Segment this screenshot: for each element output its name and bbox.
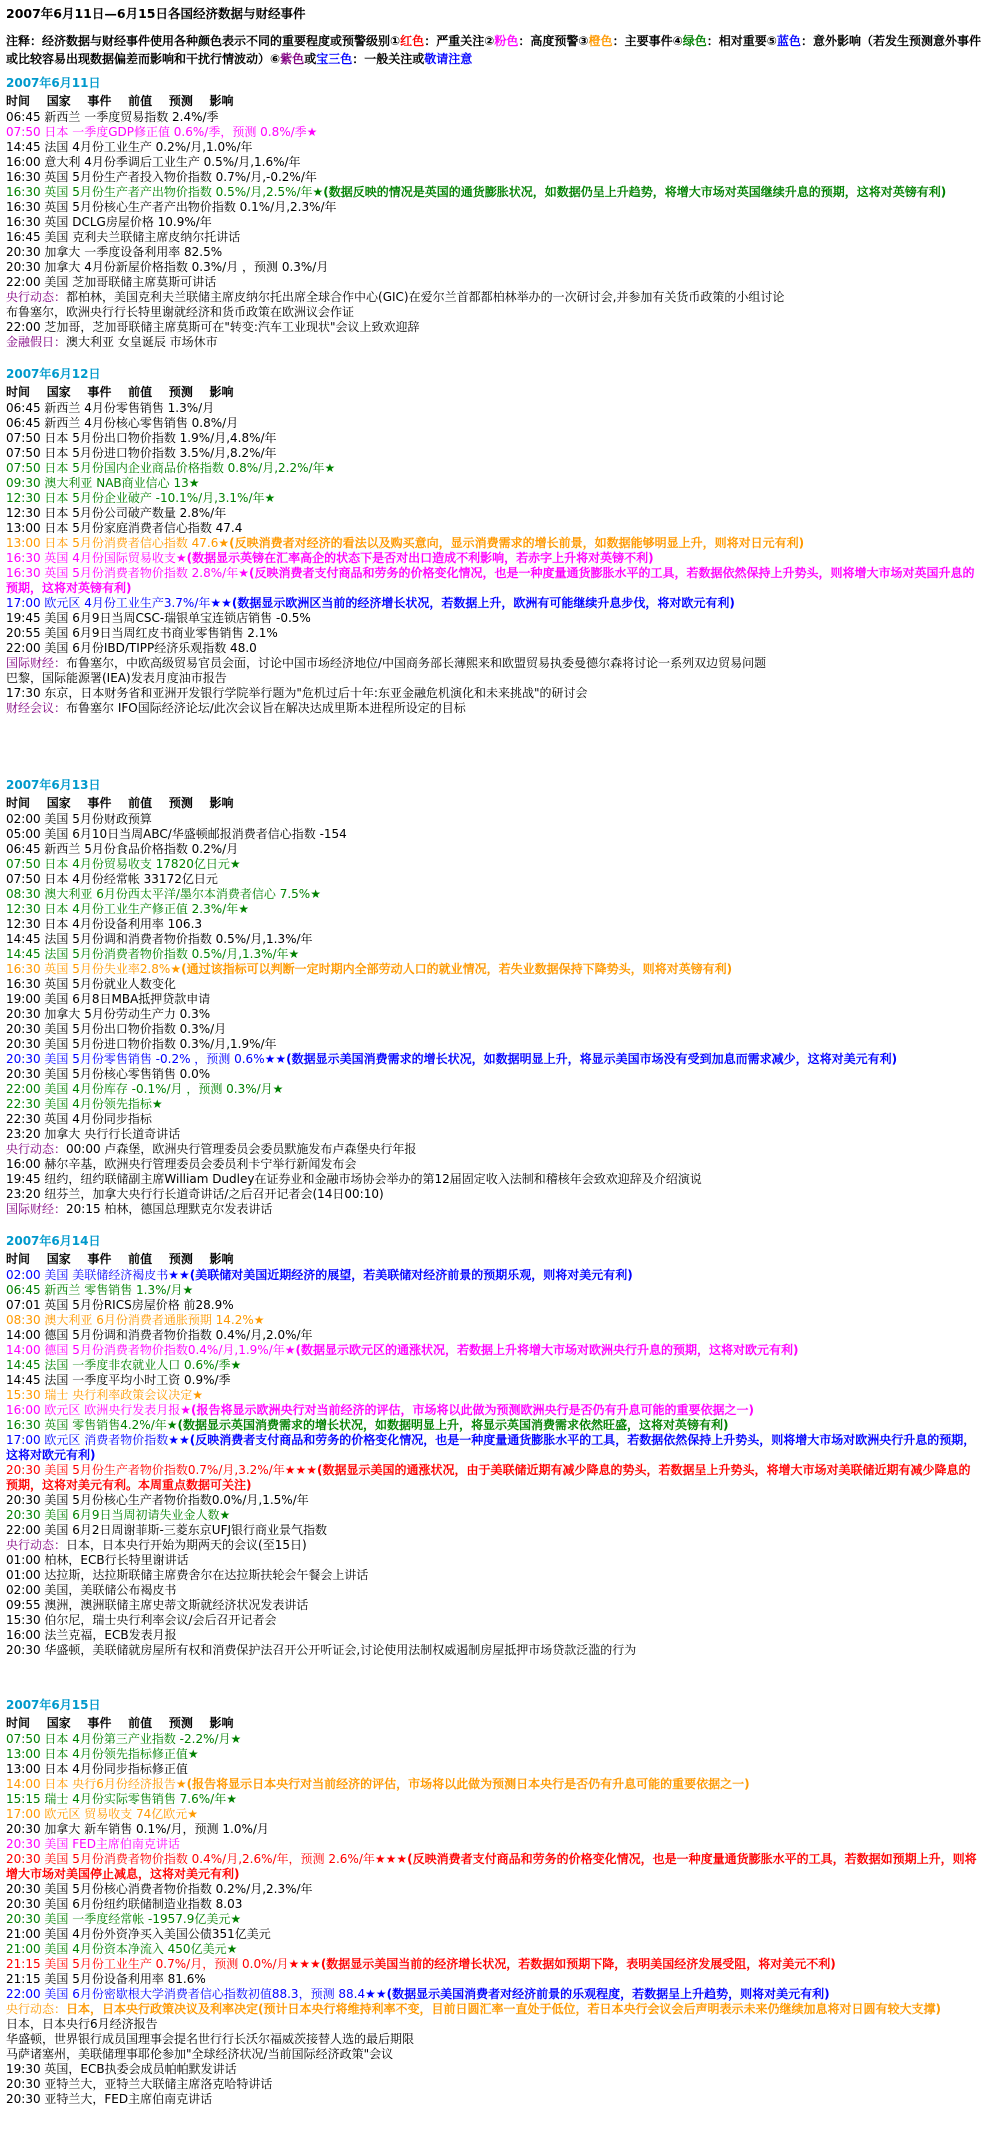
event-row: 01:00 柏林，ECB行长特里谢讲话 bbox=[6, 1553, 189, 1567]
event-row: 02:00 美国，美联储公布褐皮书 bbox=[6, 1583, 177, 1597]
event-row: 15:15 瑞士 4月份实际零售销售 7.6%/年★ bbox=[6, 1792, 237, 1806]
event-row: 07:50 日本 5月份进口物价指数 3.5%/月,8.2%/年 bbox=[6, 446, 277, 460]
row-text: 00:00 卢森堡，欧洲央行管理委员会委员默施发布卢森堡央行年报 bbox=[66, 1142, 417, 1156]
row-prefix: 央行动态： bbox=[6, 290, 67, 304]
note-segment: ：主要事件④ bbox=[612, 34, 683, 48]
row-prefix: 金融假日： bbox=[6, 335, 67, 349]
row-text: 布鲁塞尔 IFO国际经济论坛/此次会议旨在解决达成里斯本进程所设定的目标 bbox=[66, 701, 466, 715]
event-row: 20:30 华盛顿，美联储就房屋所有权和消费保护法召开公开听证会,讨论使用法制权威遏制房屋抵押市场贷款泛滥的行为 bbox=[6, 1643, 637, 1657]
day-list bbox=[6, 74, 981, 2107]
event-row: 01:00 达拉斯，达拉斯联储主席费舍尔在达拉斯扶轮会午餐会上讲话 bbox=[6, 1568, 369, 1582]
event-row: 12:30 日本 5月份公司破产数量 2.8%/年 bbox=[6, 506, 227, 520]
event-row: 14:45 法国 一季度非农就业人口 0.6%/季★ bbox=[6, 1358, 242, 1372]
event-row: 21:00 美国 4月份外资净买入美国公债351亿美元 bbox=[6, 1927, 271, 1941]
row-commentary: (数据反映的情况是英国的通货膨胀状况，如数据仍呈上升趋势，将增大市场对英国继续升息的预期，这将对英镑有利) bbox=[323, 185, 947, 199]
event-row: 20:30 加拿大 4月份新屋价格指数 0.3%/月 ，预测 0.3%/月 bbox=[6, 260, 329, 274]
event-row: 05:00 美国 6月10日当周ABC/华盛顿邮报消费者信心指数 -154 bbox=[6, 827, 347, 841]
event-row: 07:01 英国 5月份RICS房屋价格 前28.9% bbox=[6, 1298, 234, 1312]
event-row bbox=[6, 536, 981, 551]
event-row bbox=[6, 1433, 981, 1463]
row-prefix: 国际财经： bbox=[6, 656, 67, 670]
event-row: 16:30 英国 5月份核心生产者产出物价指数 0.1%/月,2.3%/年 bbox=[6, 200, 337, 214]
event-row: 08:30 澳大利亚 6月份西太平洋/墨尔本消费者信心 7.5%★ bbox=[6, 887, 321, 901]
note-segment: 宝三色 bbox=[316, 52, 353, 66]
event-row bbox=[6, 596, 981, 611]
note-segment: ：意外影响（若发生预测意外事件或比较容易出现数据偏差而影响和干扰行情波动）⑥ bbox=[6, 34, 981, 66]
column-header: 时间 国家 事件 前值 预测 影响 bbox=[6, 385, 234, 399]
event-row: 06:45 新西兰 5月份食品价格指数 0.2%/月 bbox=[6, 842, 239, 856]
event-row: 20:30 加拿大 一季度设备利用率 82.5% bbox=[6, 245, 223, 259]
row-text: 20:30 美国 5月份零售销售 -0.2% ，预测 0.6%★★ bbox=[6, 1052, 287, 1066]
row-text: 16:00 欧元区 欧洲央行发表月报★ bbox=[6, 1403, 191, 1417]
row-text: 16:30 英国 零售销售4.2%/年★ bbox=[6, 1418, 178, 1432]
event-row: 19:00 美国 6月8日MBA抵押贷款申请 bbox=[6, 992, 211, 1006]
event-row: 06:45 新西兰 4月份零售销售 1.3%/月 bbox=[6, 401, 215, 415]
event-row bbox=[6, 290, 981, 305]
event-row: 14:45 法国 5月份调和消费者物价指数 0.5%/月,1.3%/年 bbox=[6, 932, 313, 946]
event-row: 16:00 意大利 4月份季调后工业生产 0.5%/月,1.6%/年 bbox=[6, 155, 301, 169]
event-row: 20:30 美国 5月份核心零售销售 0.0% bbox=[6, 1067, 211, 1081]
page-title: 2007年6月11日—6月15日各国经济数据与财经事件 bbox=[6, 6, 306, 21]
row-commentary: (反映消费者支付商品和劳务的价格变化情况，也是一种度量通货膨胀水平的工具，若数据依然保持上升势头，则将增大市场对英国升息的预期，这将对英镑有利) bbox=[6, 566, 975, 595]
row-text: 20:30 美国 5月份消费者物价指数 0.4%/月,2.6%/年，预测 2.6%/年★★★ bbox=[6, 1852, 408, 1866]
event-row bbox=[6, 1403, 981, 1418]
event-row: 16:45 美国 克利夫兰联储主席皮纳尔托讲话 bbox=[6, 230, 241, 244]
day-section bbox=[6, 1232, 981, 1658]
note-segment: 橙色 bbox=[588, 34, 613, 48]
row-commentary: (数据显示欧洲区当前的经济增长状况，若数据上升，欧洲有可能继续升息步伐，将对欧元有利) bbox=[231, 596, 735, 610]
day-date: 2007年6月15日 bbox=[6, 1698, 101, 1712]
event-row: 22:00 美国 芝加哥联储主席莫斯可讲话 bbox=[6, 275, 217, 289]
event-row bbox=[6, 566, 981, 596]
day-section bbox=[6, 776, 981, 1217]
note-segment: ：相对重要⑤ bbox=[706, 34, 777, 48]
row-text: 20:15 柏林，德国总理默克尔发表讲话 bbox=[66, 1202, 273, 1216]
row-commentary: (反映消费者支付商品和劳务的价格变化情况，也是一种度量通货膨胀水平的工具，若数据如预期上升，则将增大市场对美国停止减息，这将对美元有利) bbox=[6, 1852, 977, 1881]
row-prefix: 央行动态： bbox=[6, 1538, 67, 1552]
event-row: 19:30 英国，ECB执委会成员帕帕默发讲话 bbox=[6, 2062, 237, 2076]
row-text: 22:00 美国 6月份密歇根大学消费者信心指数初值88.3，预测 88.4★★ bbox=[6, 1987, 387, 2001]
event-row: 19:45 美国 6月9日当周CSC-瑞银单宝连锁店销售 -0.5% bbox=[6, 611, 311, 625]
row-commentary: (数据显示英国消费需求的增长状况，如数据明显上升，将显示英国消费需求依然旺盛，这将对英镑有利) bbox=[177, 1418, 729, 1432]
event-row: 20:30 美国 5月份出口物价指数 0.3%/月 bbox=[6, 1022, 227, 1036]
event-row: 15:30 瑞士 央行利率政策会议决定★ bbox=[6, 1388, 203, 1402]
column-header: 时间 国家 事件 前值 预测 影响 bbox=[6, 796, 234, 810]
row-text: 14:00 日本 央行6月份经济报告★ bbox=[6, 1777, 187, 1791]
row-text: 日本，日本央行政策决议及利率决定(预计日本央行将维持利率不变，目前日圆汇率一直处于低位，若日本央行会议会后声明表示未来仍继续加息将对日圆有较大支撑) bbox=[66, 2002, 941, 2016]
event-row: 23:20 纽芬兰，加拿大央行行长道奇讲话/之后召开记者会(14日00:10) bbox=[6, 1187, 384, 1201]
event-row: 16:30 英国 5月份生产者投入物价指数 0.7%/月,-0.2%/年 bbox=[6, 170, 317, 184]
event-row: 17:30 东京，日本财务省和亚洲开发银行学院举行题为"危机过后十年:东亚金融危机演化和未来挑战"的研讨会 bbox=[6, 686, 588, 700]
row-text: 16:30 英国 5月份失业率2.8%★ bbox=[6, 962, 182, 976]
event-row bbox=[6, 1538, 981, 1553]
event-row: 20:30 美国 5月份核心消费者物价指数 0.2%/月,2.3%/年 bbox=[6, 1882, 313, 1896]
note-segment: 绿色 bbox=[682, 34, 707, 48]
row-text: 澳大利亚 女皇诞辰 市场休市 bbox=[66, 335, 218, 349]
row-text: 02:00 美国 美联储经济褐皮书★★ bbox=[6, 1268, 190, 1282]
row-prefix: 央行动态： bbox=[6, 2002, 67, 2016]
row-commentary: (通过该指标可以判断一定时期内全部劳动人口的就业情况，若失业数据保持下降势头，则将对英镑有利) bbox=[181, 962, 733, 976]
day-section bbox=[6, 1696, 981, 2107]
event-row: 21:15 美国 5月份设备利用率 81.6% bbox=[6, 1972, 206, 1986]
row-commentary: (报告将显示欧洲央行对当前经济的评估，市场将以此做为预测欧洲央行是否仍有升息可能的重要依据之一) bbox=[190, 1403, 754, 1417]
row-text: 16:30 英国 4月份国际贸易收支★ bbox=[6, 551, 187, 565]
event-row: 19:45 纽约，纽约联储副主席William Dudley在证券业和金融市场协会举办的第12届固定收入法制和稽核年会致欢迎辞及介绍演说 bbox=[6, 1172, 702, 1186]
event-row: 马萨诸塞州，美联储理事耶伦参加"全球经济状况/当前国际经济政策"会议 bbox=[6, 2047, 394, 2061]
event-row: 06:45 新西兰 4月份核心零售销售 0.8%/月 bbox=[6, 416, 239, 430]
event-row bbox=[6, 1987, 981, 2002]
section-spacer bbox=[6, 1658, 981, 1696]
event-row: 22:00 美国 6月份IBD/TIPP经济乐观指数 48.0 bbox=[6, 641, 257, 655]
row-text: 17:00 欧元区 消费者物价指数★★ bbox=[6, 1433, 190, 1447]
event-row: 22:00 美国 6月2日周谢菲斯-三菱东京UFJ银行商业景气指数 bbox=[6, 1523, 328, 1537]
event-row: 07:50 日本 4月份贸易收支 17820亿日元★ bbox=[6, 857, 241, 871]
event-row: 20:30 美国 FED主席伯南克讲话 bbox=[6, 1837, 180, 1851]
note-segment: ：严重关注② bbox=[424, 34, 495, 48]
note-segment: 紫色 bbox=[280, 52, 305, 66]
event-row: 16:00 赫尔辛基，欧洲央行管理委员会委员利卡宁举行新闻发布会 bbox=[6, 1157, 357, 1171]
day-date: 2007年6月12日 bbox=[6, 367, 101, 381]
event-row bbox=[6, 1052, 981, 1067]
event-row: 巴黎，国际能源署(IEA)发表月度油市报告 bbox=[6, 671, 227, 685]
event-row: 20:30 美国 6月9日当周初请失业金人数★ bbox=[6, 1508, 231, 1522]
event-row: 23:20 加拿大 央行行长道奇讲话 bbox=[6, 1127, 181, 1141]
event-row: 22:30 英国 4月份同步指标 bbox=[6, 1112, 152, 1126]
row-commentary: (数据显示美国当前的经济增长状况，若数据如预期下降，表明美国经济发展受阻，将对美元不利) bbox=[320, 1957, 836, 1971]
row-commentary: (美联储对美国近期经济的展望，若美联储对经济前景的预期乐观，则将对美元有利) bbox=[189, 1268, 633, 1282]
row-commentary: (数据显示美国消费者对经济前景的乐观程度，若数据呈上升趋势，则将对美元有利) bbox=[386, 1987, 830, 2001]
event-row: 22:00 美国 4月份库存 -0.1%/月 ，预测 0.3%/月★ bbox=[6, 1082, 284, 1096]
note-segment: 红色 bbox=[400, 34, 425, 48]
row-text: 13:00 日本 5月份消费者信心指数 47.6★ bbox=[6, 536, 230, 550]
note-segment: 敬请注意 bbox=[424, 52, 473, 66]
row-text: 20:30 美国 5月份生产者物价指数0.7%/月,3.2%/年★★★ bbox=[6, 1463, 317, 1477]
row-commentary: (反映消费者对经济的看法以及购买意向，显示消费需求的增长前景，如数据能够明显上升，则将对日元有利) bbox=[229, 536, 805, 550]
note-segment: 粉色 bbox=[494, 34, 519, 48]
event-row: 20:30 美国 5月份核心生产者物价指数0.0%/月,1.5%/年 bbox=[6, 1493, 309, 1507]
row-text: 16:30 英国 5月份消费者物价指数 2.8%/年★ bbox=[6, 566, 249, 580]
event-row: 09:30 澳大利亚 NAB商业信心 13★ bbox=[6, 476, 200, 490]
event-row: 21:00 美国 4月份资本净流入 450亿美元★ bbox=[6, 1942, 238, 1956]
event-row: 布鲁塞尔，欧洲央行行长特里谢就经济和货币政策在欧洲议会作证 bbox=[6, 305, 355, 319]
event-row: 20:30 亚特兰大，FED主席伯南克讲话 bbox=[6, 2092, 213, 2106]
event-row: 16:30 英国 5月份就业人数变化 bbox=[6, 977, 176, 991]
row-commentary: (报告将显示日本央行对当前经济的评估，市场将以此做为预测日本央行是否仍有升息可能的重要依据之一) bbox=[186, 1777, 750, 1791]
event-row bbox=[6, 1418, 981, 1433]
event-row: 07:50 日本 4月份第三产业指数 -2.2%/月★ bbox=[6, 1732, 242, 1746]
event-row: 06:45 新西兰 一季度贸易指数 2.4%/季 bbox=[6, 110, 219, 124]
row-text: 21:15 美国 5月份工业生产 0.7%/月，预测 0.0%/月★★★ bbox=[6, 1957, 321, 1971]
event-row bbox=[6, 335, 981, 350]
event-row: 09:55 澳洲，澳洲联储主席史蒂文斯就经济状况发表讲话 bbox=[6, 1598, 309, 1612]
event-row: 日本，日本央行6月经济报告 bbox=[6, 2017, 158, 2031]
row-commentary: (数据显示美国消费需求的增长状况，如数据明显上升，将显示美国市场没有受到加息而需求减少，这将对美元有利) bbox=[286, 1052, 898, 1066]
note-segment: 蓝色 bbox=[776, 34, 801, 48]
event-row: 12:30 日本 4月份工业生产修正值 2.3%/年★ bbox=[6, 902, 249, 916]
event-row bbox=[6, 1268, 981, 1283]
note-segment: 或 bbox=[304, 52, 317, 66]
event-row bbox=[6, 1343, 981, 1358]
note-segment: ：一般关注或 bbox=[352, 52, 425, 66]
event-row: 16:00 法兰克福，ECB发表月报 bbox=[6, 1628, 177, 1642]
note-segment: 注释：经济数据与财经事件使用各种颜色表示不同的重要程度或预警级别① bbox=[6, 34, 401, 48]
row-text: 都柏林，美国克利夫兰联储主席皮纳尔托出席全球合作中心(GIC)在爱尔兰首都都柏林举办的一次研讨会,并参加有关货币政策的小组讨论 bbox=[66, 290, 785, 304]
event-row: 20:30 亚特兰大，亚特兰大联储主席洛克哈特讲话 bbox=[6, 2077, 273, 2091]
event-row: 20:55 美国 6月9日当周红皮书商业零售销售 2.1% bbox=[6, 626, 278, 640]
event-row: 14:45 法国 5月份消费者物价指数 0.5%/月,1.3%/年★ bbox=[6, 947, 300, 961]
event-row: 07:50 日本 4月份经常帐 33172亿日元 bbox=[6, 872, 218, 886]
event-row: 13:00 日本 4月份同步指标修正值 bbox=[6, 1762, 188, 1776]
event-row bbox=[6, 701, 981, 716]
event-row: 08:30 澳大利亚 6月份消费者通胀预期 14.2%★ bbox=[6, 1313, 265, 1327]
event-row: 16:30 英国 DCLG房屋价格 10.9%/年 bbox=[6, 215, 212, 229]
row-commentary: (数据显示英镑在汇率高企的状态下是否对出口造成不利影响，若赤字上升将对英镑不利) bbox=[186, 551, 654, 565]
event-row: 22:00 芝加哥，芝加哥联储主席莫斯可在"转变:汽车工业现状"会议上致欢迎辞 bbox=[6, 320, 420, 334]
event-row: 14:45 法国 4月份工业生产 0.2%/月,1.0%/年 bbox=[6, 140, 253, 154]
event-row: 13:00 日本 5月份家庭消费者信心指数 47.4 bbox=[6, 521, 243, 535]
event-row: 22:30 美国 4月份领先指标★ bbox=[6, 1097, 163, 1111]
event-row bbox=[6, 1957, 981, 1972]
event-row bbox=[6, 551, 981, 566]
event-row: 15:30 伯尔尼，瑞士央行利率会议/会后召开记者会 bbox=[6, 1613, 277, 1627]
day-section bbox=[6, 365, 981, 716]
event-row bbox=[6, 656, 981, 671]
event-row: 20:30 美国 5月份进口物价指数 0.3%/月,1.9%/年 bbox=[6, 1037, 277, 1051]
column-header: 时间 国家 事件 前值 预测 影响 bbox=[6, 1716, 234, 1730]
row-text: 14:00 德国 5月份消费者物价指数0.4%/月,1.9%/年★ bbox=[6, 1343, 296, 1357]
event-row: 06:45 新西兰 零售销售 1.3%/月★ bbox=[6, 1283, 194, 1297]
note-segment: ：高度预警③ bbox=[518, 34, 589, 48]
row-text: 日本，日本央行开始为期两天的会议(至15日) bbox=[66, 1538, 307, 1552]
event-row: 12:30 日本 5月份企业破产 -10.1%/月,3.1%/年★ bbox=[6, 491, 276, 505]
day-date: 2007年6月11日 bbox=[6, 76, 101, 90]
event-row: 07:50 日本 5月份国内企业商品价格指数 0.8%/月,2.2%/年★ bbox=[6, 461, 336, 475]
column-header: 时间 国家 事件 前值 预测 影响 bbox=[6, 1252, 234, 1266]
event-row bbox=[6, 1463, 981, 1493]
event-row: 20:30 美国 6月份纽约联储制造业指数 8.03 bbox=[6, 1897, 243, 1911]
event-row bbox=[6, 962, 981, 977]
row-prefix: 国际财经： bbox=[6, 1202, 67, 1216]
event-row bbox=[6, 2002, 981, 2017]
event-row: 华盛顿，世界银行成员国理事会提名世行行长沃尔福威茨接替人选的最后期限 bbox=[6, 2032, 415, 2046]
row-text: 布鲁塞尔，中欧高级贸易官员会面，讨论中国市场经济地位/中国商务部长薄熙来和欧盟贸易执委曼德尔森将讨论一系列双边贸易问题 bbox=[66, 656, 767, 670]
event-row: 20:30 加拿大 5月份劳动生产力 0.3% bbox=[6, 1007, 211, 1021]
event-row: 14:00 德国 5月份调和消费者物价指数 0.4%/月,2.0%/年 bbox=[6, 1328, 313, 1342]
event-row: 13:00 日本 4月份领先指标修正值★ bbox=[6, 1747, 199, 1761]
row-commentary: (数据显示美国的通涨状况，由于美联储近期有减少降息的势头，若数据呈上升势头，将增大市场对美联储近期有减少降息的预期，这将对美元有利。本周重点数据可关注) bbox=[6, 1463, 971, 1492]
event-row: 02:00 美国 5月份财政预算 bbox=[6, 812, 152, 826]
row-prefix: 央行动态： bbox=[6, 1142, 67, 1156]
section-spacer bbox=[6, 350, 981, 365]
row-text: 17:00 欧元区 4月份工业生产3.7%/年★★ bbox=[6, 596, 232, 610]
event-row bbox=[6, 185, 981, 200]
column-header: 时间 国家 事件 前值 预测 影响 bbox=[6, 94, 234, 108]
event-row: 20:30 美国 一季度经常帐 -1957.9亿美元★ bbox=[6, 1912, 242, 1926]
event-row: 07:50 日本 5月份出口物价指数 1.9%/月,4.8%/年 bbox=[6, 431, 277, 445]
color-legend-note bbox=[6, 32, 981, 68]
row-text: 16:30 英国 5月份生产者产出物价指数 0.5%/月,2.5%/年★ bbox=[6, 185, 324, 199]
section-spacer bbox=[6, 716, 981, 776]
row-prefix: 财经会议： bbox=[6, 701, 67, 715]
day-date: 2007年6月14日 bbox=[6, 1234, 101, 1248]
event-row bbox=[6, 1202, 981, 1217]
event-row: 20:30 加拿大 新车销售 0.1%/月，预测 1.0%/月 bbox=[6, 1822, 269, 1836]
event-row bbox=[6, 1777, 981, 1792]
event-row: 14:45 法国 一季度平均小时工资 0.9%/季 bbox=[6, 1373, 231, 1387]
row-commentary: (反映消费者支付商品和劳务的价格变化情况，也是一种度量通货膨胀水平的工具，若数据依然保持上升势头，则将增大市场对欧洲央行升息的预期，这将对欧元有利) bbox=[6, 1433, 976, 1462]
day-section bbox=[6, 74, 981, 350]
event-row bbox=[6, 1852, 981, 1882]
day-date: 2007年6月13日 bbox=[6, 778, 101, 792]
row-commentary: (数据显示欧元区的通涨状况，若数据上升将增大市场对欧洲央行升息的预期，这将对欧元有利) bbox=[295, 1343, 799, 1357]
section-spacer bbox=[6, 1217, 981, 1232]
event-row: 07:50 日本 一季度GDP修正值 0.6%/季，预测 0.8%/季★ bbox=[6, 125, 318, 139]
event-row: 12:30 日本 4月份设备利用率 106.3 bbox=[6, 917, 203, 931]
event-row bbox=[6, 1142, 981, 1157]
event-row: 17:00 欧元区 贸易收支 74亿欧元★ bbox=[6, 1807, 199, 1821]
